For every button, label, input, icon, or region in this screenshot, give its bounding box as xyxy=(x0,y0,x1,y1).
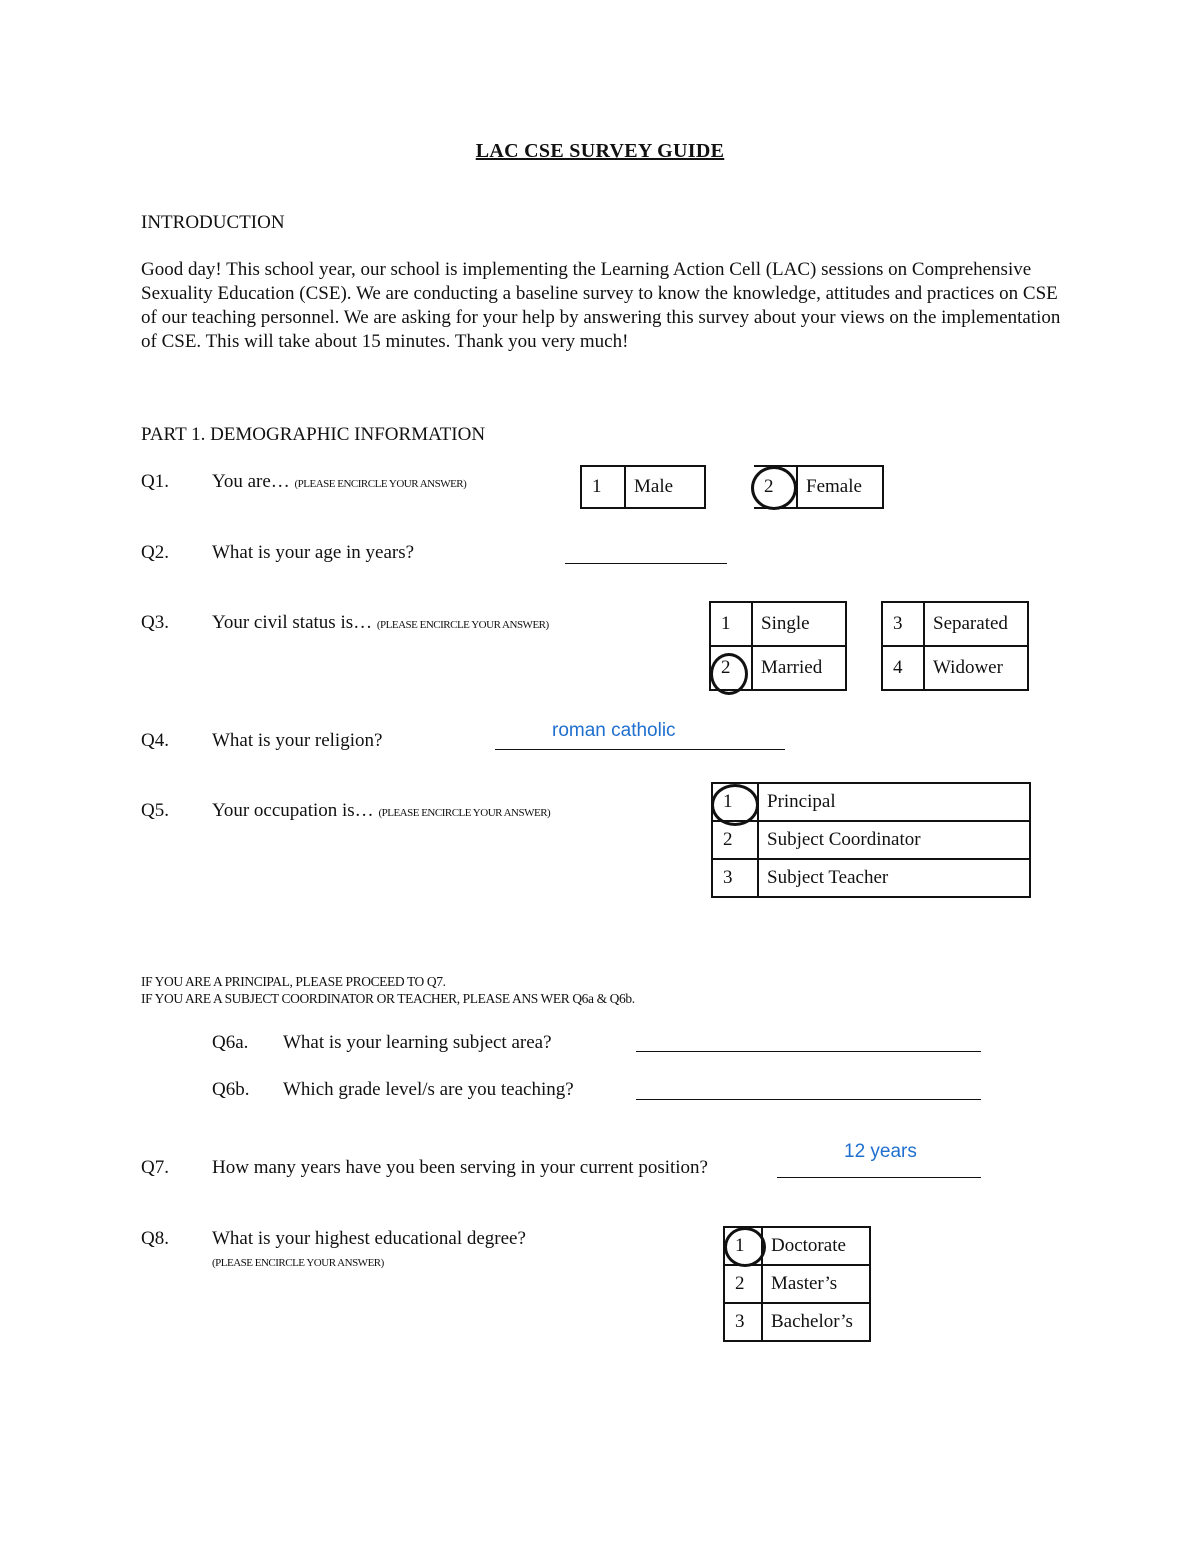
option-label: Subject Teacher xyxy=(758,859,1030,897)
option-code: 2 xyxy=(724,1265,762,1303)
q8-text: What is your highest educational degree? xyxy=(212,1228,526,1249)
option-code: 1 xyxy=(581,466,625,508)
page-title: LAC CSE SURVEY GUIDE xyxy=(475,140,725,162)
q3-encircle-note: (PLEASE ENCIRCLE YOUR ANSWER) xyxy=(376,619,549,631)
q4-handwritten-answer: roman catholic xyxy=(552,720,676,741)
option-label: Master’s xyxy=(762,1265,870,1303)
q3-option-single[interactable] xyxy=(710,602,846,646)
option-code: 1 xyxy=(710,602,752,646)
q1-text: You are… xyxy=(212,471,290,492)
q1-question xyxy=(212,470,466,496)
q1-option-male[interactable] xyxy=(580,465,706,509)
q5-encircle-note: (PLEASE ENCIRCLE YOUR ANSWER) xyxy=(378,807,551,819)
q1-number: Q1. xyxy=(141,471,169,492)
q6b-text: Which grade level/s are you teaching? xyxy=(283,1079,574,1100)
q2-number: Q2. xyxy=(141,542,169,563)
q5-number: Q5. xyxy=(141,800,169,821)
q7-answer-line[interactable] xyxy=(777,1177,981,1178)
q5-selected-circle xyxy=(711,784,759,826)
q6a-text: What is your learning subject area? xyxy=(283,1032,552,1053)
q6b-number: Q6b. xyxy=(212,1079,250,1100)
option-code: 1 xyxy=(724,1227,762,1265)
option-code: 4 xyxy=(882,646,924,690)
q5-option-subject-teacher[interactable] xyxy=(712,859,1030,897)
q3-question xyxy=(212,611,549,637)
q3-number: Q3. xyxy=(141,612,169,633)
instruction-principal: IF YOU ARE A PRINCIPAL, PLEASE PROCEED TO Q7. xyxy=(141,974,446,989)
q6a-number: Q6a. xyxy=(212,1032,249,1053)
q2-answer-line[interactable] xyxy=(565,563,727,564)
option-code: 2 xyxy=(754,466,797,508)
q5-option-principal[interactable] xyxy=(712,783,1030,821)
q3-option-widower[interactable] xyxy=(882,646,1028,690)
q3-options-right xyxy=(881,601,1029,691)
q6b-answer-line[interactable] xyxy=(636,1099,981,1100)
q6a-answer-line[interactable] xyxy=(636,1051,981,1052)
q5-option-subject-coordinator[interactable] xyxy=(712,821,1030,859)
option-label: Doctorate xyxy=(762,1227,870,1265)
instruction-coordinator-teacher: IF YOU ARE A SUBJECT COORDINATOR OR TEACHER, PLEASE ANS WER Q6a & Q6b. xyxy=(141,991,635,1006)
option-label: Bachelor’s xyxy=(762,1303,870,1341)
q7-number: Q7. xyxy=(141,1157,169,1178)
q3-selected-circle xyxy=(710,653,748,695)
option-code: 3 xyxy=(882,602,924,646)
q8-number: Q8. xyxy=(141,1228,169,1249)
option-label: Separated xyxy=(924,602,1028,646)
option-label: Widower xyxy=(924,646,1028,690)
q4-number: Q4. xyxy=(141,730,169,751)
q8-option-masters[interactable] xyxy=(724,1265,870,1303)
q5-question xyxy=(212,799,550,825)
q3-text: Your civil status is… xyxy=(212,612,373,633)
option-code: 2 xyxy=(712,821,758,859)
q5-options xyxy=(711,782,1031,898)
q4-answer-line[interactable] xyxy=(495,749,785,750)
q8-option-bachelors[interactable] xyxy=(724,1303,870,1341)
q7-handwritten-answer: 12 years xyxy=(844,1141,917,1162)
q7-text: How many years have you been serving in your current position? xyxy=(212,1157,708,1178)
option-label: Married xyxy=(752,646,846,690)
q8-selected-circle xyxy=(724,1227,766,1267)
introduction-heading: INTRODUCTION xyxy=(141,212,285,233)
q1-selected-circle xyxy=(751,466,797,510)
option-code: 3 xyxy=(724,1303,762,1341)
q5-text: Your occupation is… xyxy=(212,800,374,821)
part1-heading: PART 1. DEMOGRAPHIC INFORMATION xyxy=(141,424,486,445)
option-code: 3 xyxy=(712,859,758,897)
q1-encircle-note: (PLEASE ENCIRCLE YOUR ANSWER) xyxy=(294,478,467,490)
option-label: Female xyxy=(797,466,883,508)
option-label: Principal xyxy=(758,783,1030,821)
option-code: 2 xyxy=(710,646,752,690)
introduction-body: Good day! This school year, our school is implementing the Learning Action Cell (LAC) sessions on Comprehensive Sexuality Education (CSE). We are conducting a baseline survey to know the knowledge, attitudes and practices on CSE of our teaching personnel. We are asking for your help by answering this survey about your views on the implementation of CSE. This will take about 15 minutes. Thank you very much! xyxy=(141,259,1061,352)
q8-encircle-note: (PLEASE ENCIRCLE YOUR ANSWER) xyxy=(212,1257,384,1269)
q2-text: What is your age in years? xyxy=(212,542,415,563)
option-code: 1 xyxy=(712,783,758,821)
option-label: Male xyxy=(625,466,705,508)
option-label: Single xyxy=(752,602,846,646)
q4-text: What is your religion? xyxy=(212,730,383,751)
q3-option-separated[interactable] xyxy=(882,602,1028,646)
option-label: Subject Coordinator xyxy=(758,821,1030,859)
